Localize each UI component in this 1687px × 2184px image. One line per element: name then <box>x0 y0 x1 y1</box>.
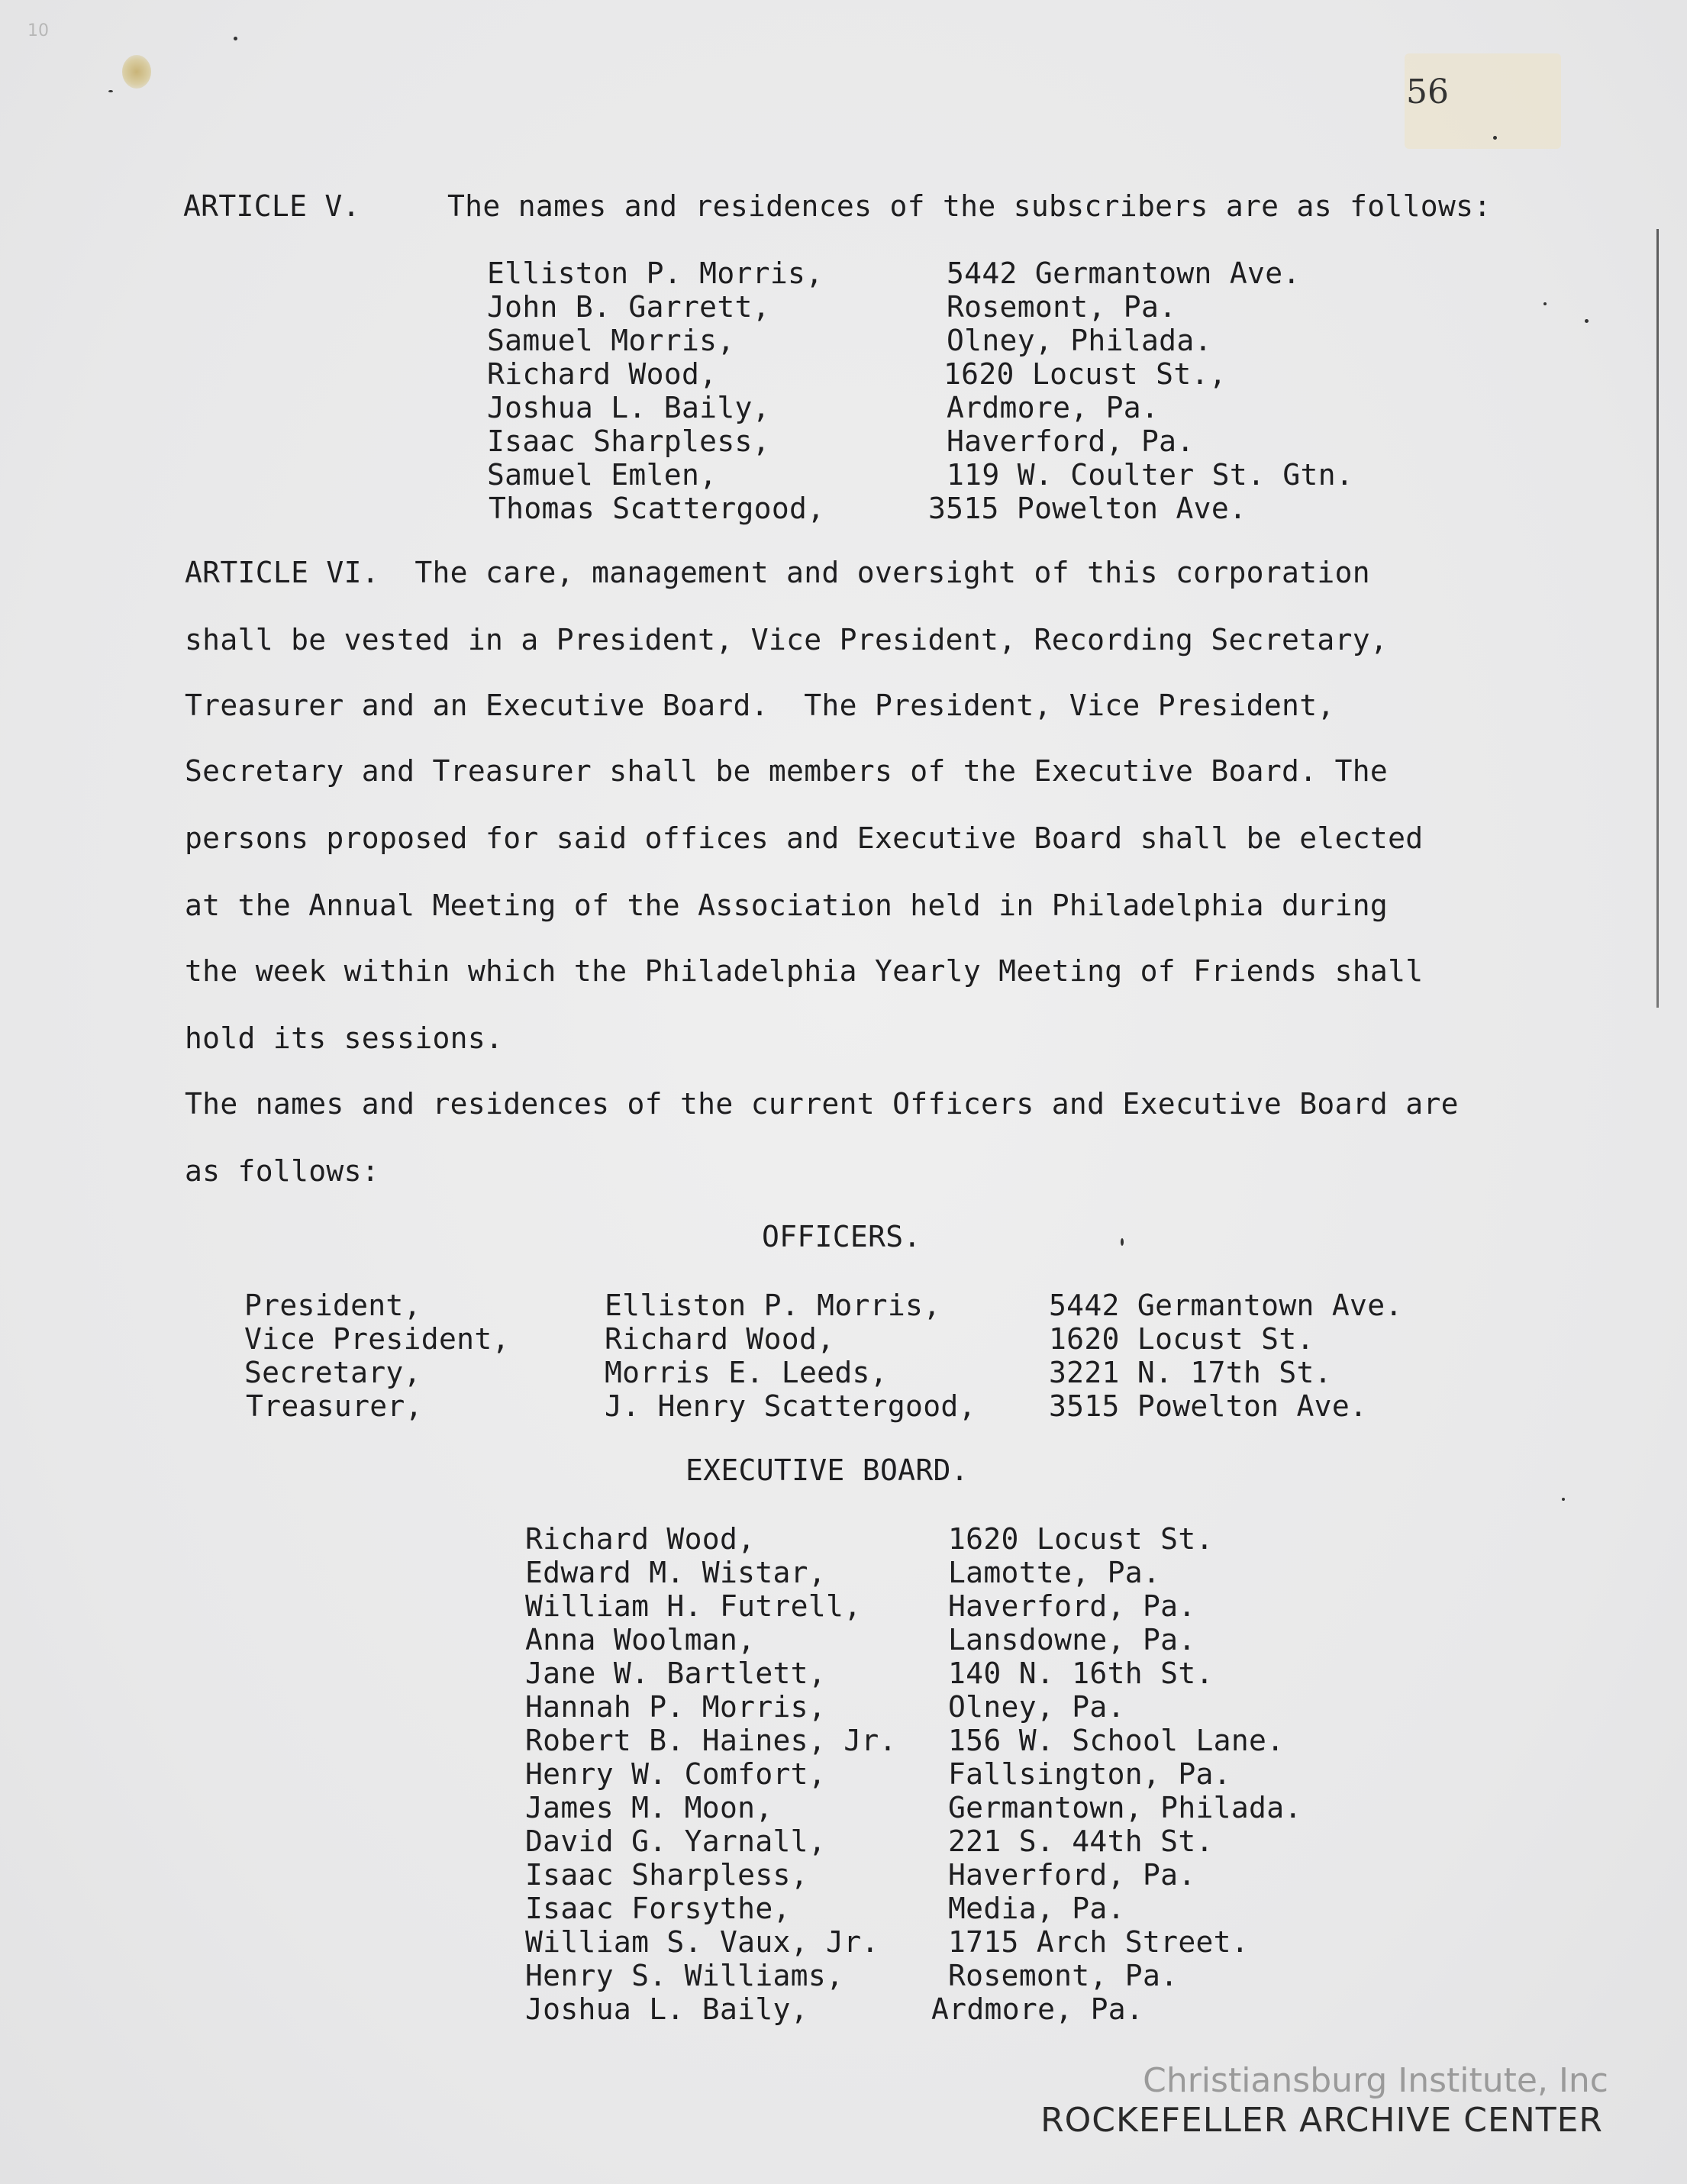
officer-residence: 3515 Powelton Ave. <box>1049 1389 1368 1423</box>
subscriber-residence: Ardmore, Pa. <box>947 391 1160 424</box>
officer-name: Elliston P. Morris, <box>605 1289 941 1322</box>
article-v-intro: The names and residences of the subscribers are as follows: <box>447 189 1492 223</box>
scan-speck <box>1493 136 1497 140</box>
paragraph-line: Secretary and Treasurer shall be members of the Executive Board. The <box>185 754 1389 788</box>
subscriber-name: John B. Garrett, <box>487 290 770 324</box>
board-member-name: Robert B. Haines, Jr. <box>525 1724 897 1757</box>
officer-residence: 3221 N. 17th St. <box>1049 1356 1332 1389</box>
board-member-name: Richard Wood, <box>525 1522 756 1556</box>
scan-speck <box>234 37 237 40</box>
subscriber-residence: Haverford, Pa. <box>947 424 1195 458</box>
board-member-name: Joshua L. Baily, <box>525 1992 808 2026</box>
corner-mark: 10 <box>27 21 49 40</box>
board-member-name: Henry S. Williams, <box>525 1959 844 1992</box>
officer-title: Treasurer, <box>246 1389 423 1423</box>
paragraph-line: at the Annual Meeting of the Association held in Philadelphia during <box>185 889 1389 922</box>
scan-speck <box>1562 1498 1565 1501</box>
subscriber-name: Samuel Morris, <box>487 324 735 357</box>
subscriber-name: Thomas Scattergood, <box>489 492 825 525</box>
board-member-name: Henry W. Comfort, <box>525 1757 827 1791</box>
board-member-residence: Ardmore, Pa. <box>931 1992 1144 2026</box>
paragraph-line: shall be vested in a President, Vice President, Recording Secretary, <box>185 623 1389 656</box>
board-member-residence: Haverford, Pa. <box>948 1858 1196 1892</box>
board-member-residence: 140 N. 16th St. <box>948 1657 1214 1690</box>
scan-speck <box>1543 302 1547 305</box>
board-member-residence: Lansdowne, Pa. <box>948 1623 1196 1657</box>
paragraph-line: as follows: <box>185 1154 379 1188</box>
board-member-name: David G. Yarnall, <box>525 1824 827 1858</box>
paragraph-line: ARTICLE VI. The care, management and oversight of this corporation <box>185 556 1370 589</box>
subscriber-name: Isaac Sharpless, <box>487 424 770 458</box>
scan-speck <box>108 90 113 92</box>
board-member-name: Isaac Forsythe, <box>525 1892 791 1925</box>
paragraph-line: hold its sessions. <box>185 1021 504 1055</box>
board-member-residence: Haverford, Pa. <box>948 1589 1196 1623</box>
subscriber-residence: Rosemont, Pa. <box>947 290 1177 324</box>
board-member-residence: 221 S. 44th St. <box>948 1824 1214 1858</box>
subscriber-residence: 1620 Locust St., <box>943 357 1227 391</box>
board-member-residence: Media, Pa. <box>948 1892 1125 1925</box>
officer-name: Richard Wood, <box>605 1322 835 1356</box>
subscriber-name: Samuel Emlen, <box>487 458 718 492</box>
board-member-name: Jane W. Bartlett, <box>525 1657 827 1690</box>
board-member-residence: Olney, Pa. <box>948 1690 1125 1724</box>
officer-title: President, <box>244 1289 421 1322</box>
officer-title: Secretary, <box>244 1356 421 1389</box>
officer-name: J. Henry Scattergood, <box>605 1389 976 1423</box>
board-member-residence: Lamotte, Pa. <box>948 1556 1161 1589</box>
subscriber-name: Elliston P. Morris, <box>487 256 824 290</box>
subscriber-residence: 119 W. Coulter St. Gtn. <box>947 458 1354 492</box>
subscriber-residence: 3515 Powelton Ave. <box>928 492 1247 525</box>
paper-stain <box>122 55 151 89</box>
officer-title: Vice President, <box>244 1322 510 1356</box>
board-member-residence: 1715 Arch Street. <box>948 1925 1250 1959</box>
article-v-label: ARTICLE V. <box>183 189 360 223</box>
officer-residence: 5442 Germantown Ave. <box>1049 1289 1403 1322</box>
board-member-name: Hannah P. Morris, <box>525 1690 827 1724</box>
scan-speck <box>1121 1238 1124 1246</box>
officer-name: Morris E. Leeds, <box>605 1356 888 1389</box>
board-member-residence: Germantown, Philada. <box>948 1791 1302 1824</box>
paper-edge-mark <box>1656 229 1659 1008</box>
board-member-name: William S. Vaux, Jr. <box>525 1925 879 1959</box>
paragraph-line: Treasurer and an Executive Board. The President, Vice President, <box>185 689 1335 722</box>
board-member-name: William H. Futrell, <box>525 1589 862 1623</box>
board-member-residence: 156 W. School Lane. <box>948 1724 1285 1757</box>
watermark-institution: Christiansburg Institute, Inc <box>1143 2061 1608 2100</box>
executive-board-heading: EXECUTIVE BOARD. <box>685 1453 969 1487</box>
subscriber-name: Joshua L. Baily, <box>487 391 770 424</box>
scan-speck <box>1585 319 1589 323</box>
paragraph-line: The names and residences of the current Officers and Executive Board are <box>185 1087 1459 1121</box>
board-member-name: Isaac Sharpless, <box>525 1858 808 1892</box>
board-member-residence: Fallsington, Pa. <box>948 1757 1231 1791</box>
board-member-residence: 1620 Locust St. <box>948 1522 1214 1556</box>
board-member-name: Anna Woolman, <box>525 1623 756 1657</box>
board-member-name: Edward M. Wistar, <box>525 1556 827 1589</box>
subscriber-residence: 5442 Germantown Ave. <box>947 256 1301 290</box>
board-member-name: James M. Moon, <box>525 1791 773 1824</box>
paragraph-line: persons proposed for said offices and Executive Board shall be elected <box>185 821 1424 855</box>
page-number: 56 <box>1406 73 1449 111</box>
board-member-residence: Rosemont, Pa. <box>948 1959 1179 1992</box>
paragraph-line: the week within which the Philadelphia Yearly Meeting of Friends shall <box>185 954 1424 988</box>
watermark-archive: ROCKEFELLER ARCHIVE CENTER <box>1040 2101 1603 2140</box>
officer-residence: 1620 Locust St. <box>1049 1322 1314 1356</box>
subscriber-residence: Olney, Philada. <box>947 324 1212 357</box>
officers-heading: OFFICERS. <box>762 1220 921 1253</box>
subscriber-name: Richard Wood, <box>487 357 718 391</box>
